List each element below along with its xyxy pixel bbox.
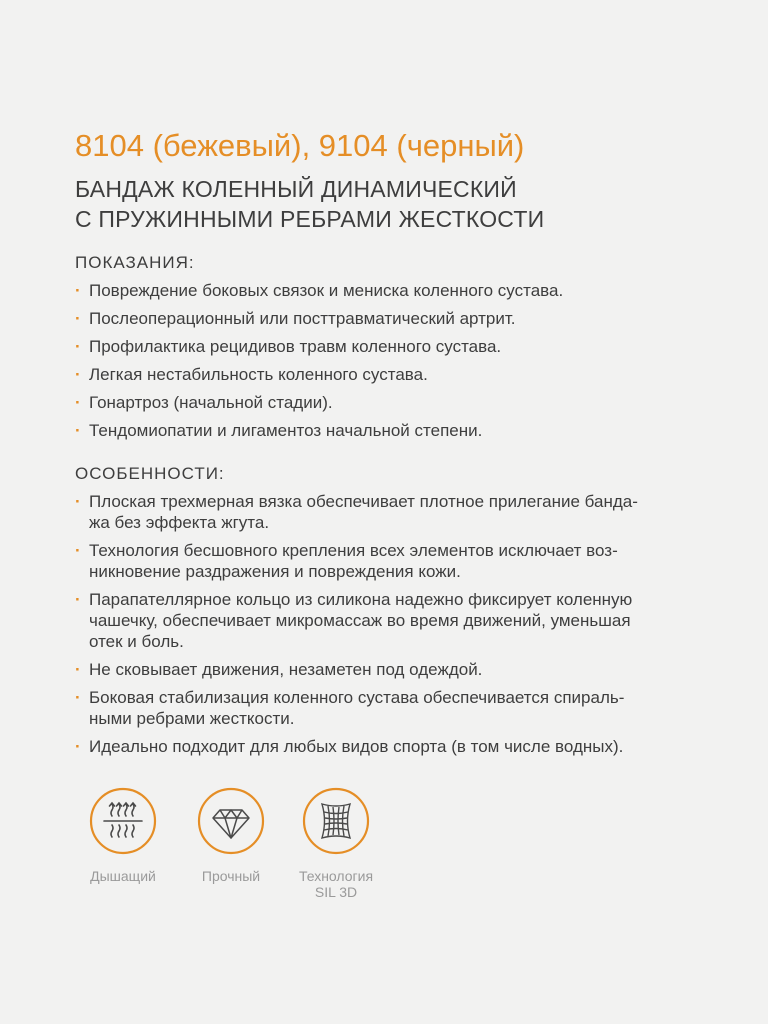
- bullet-dot-icon: ·: [75, 590, 81, 609]
- bullet-dot-icon: ·: [75, 492, 81, 511]
- model-numbers: 8104 (бежевый), 9104 (черный): [75, 128, 525, 163]
- list-item: · Технология бесшовного крепления всех элементов исключает воз- никновение раздражения и повреждения кожи.: [75, 541, 618, 581]
- product-title: [75, 174, 715, 234]
- badge-breathable: [73, 786, 173, 884]
- features-list: [75, 491, 715, 757]
- features-heading: ОСОБЕННОСТИ:: [75, 464, 225, 483]
- bullet-dot-icon: ·: [75, 309, 81, 328]
- list-item: · Гонартроз (начальной стадии).: [75, 393, 333, 412]
- list-item: · Боковая стабилизация коленного сустава обеспечивается спираль- ными ребрами жесткости.: [75, 688, 625, 728]
- bullet-dot-icon: ·: [75, 393, 81, 412]
- product-title-line-1: БАНДАЖ КОЛЕННЫЙ ДИНАМИЧЕСКИЙ: [75, 176, 517, 202]
- feature-badges: [85, 786, 405, 916]
- breathable-icon: [88, 786, 158, 856]
- list-item: · Послеоперационный или посттравматический артрит.: [75, 309, 516, 328]
- bullet-dot-icon: ·: [75, 337, 81, 356]
- list-item: · Легкая нестабильность коленного сустава.: [75, 365, 428, 384]
- list-item: · Идеально подходит для любых видов спорта (в том числе водных).: [75, 737, 624, 756]
- bullet-dot-icon: ·: [75, 365, 81, 384]
- list-item: · Профилактика рецидивов травм коленного сустава.: [75, 337, 502, 356]
- product-sheet: [75, 122, 715, 764]
- badge-label: Дышащий: [90, 868, 156, 884]
- product-title-line-2: С ПРУЖИННЫМИ РЕБРАМИ ЖЕСТКОСТИ: [75, 206, 545, 232]
- list-item: · Повреждение боковых связок и мениска коленного сустава.: [75, 281, 564, 300]
- list-item: · Не сковывает движения, незаметен под одеждой.: [75, 660, 483, 679]
- badge-label: Технология SIL 3D: [298, 868, 374, 900]
- badge-durable: [181, 786, 281, 884]
- bullet-dot-icon: ·: [75, 541, 81, 560]
- bullet-dot-icon: ·: [75, 421, 81, 440]
- diamond-icon: [196, 786, 266, 856]
- bullet-dot-icon: ·: [75, 281, 81, 300]
- indications-list: [75, 280, 715, 441]
- list-item: · Плоская трехмерная вязка обеспечивает плотное прилегание банда- жа без эффекта жгута.: [75, 492, 638, 532]
- list-item: · Парапателлярное кольцо из силикона надежно фиксирует коленную чашечку, обеспечивает микромассаж во время движений, уменьшая отек и боль.: [75, 590, 633, 651]
- bullet-dot-icon: ·: [75, 660, 81, 679]
- badge-label: Прочный: [201, 868, 261, 884]
- bullet-dot-icon: ·: [75, 737, 81, 756]
- indications-heading: ПОКАЗАНИЯ:: [75, 253, 195, 272]
- badge-sil3d: [286, 786, 386, 900]
- sil3d-icon: [301, 786, 371, 856]
- list-item: · Тендомиопатии и лигаментоз начальной степени.: [75, 421, 483, 440]
- bullet-dot-icon: ·: [75, 688, 81, 707]
